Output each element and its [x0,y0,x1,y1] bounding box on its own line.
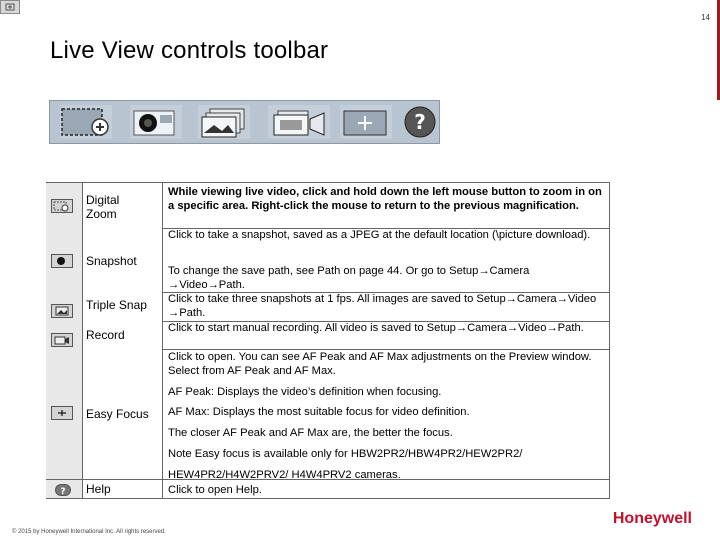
row-label-record: Record [86,328,125,342]
digital-zoom-icon [51,199,73,213]
record-icon [51,333,73,347]
desc-easy-focus-4: The closer AF Peak and AF Max are, the better the focus. [168,427,453,439]
back-icon[interactable] [0,0,20,14]
desc-easy-focus-3: AF Max: Displays the most suitable focus for video definition. [168,406,470,418]
svg-text:?: ? [60,487,66,495]
page-title: Live View controls toolbar [50,37,329,64]
desc-snapshot-1: Click to take a snapshot, saved as a JPEG at the default location (\picture download). [168,229,591,241]
triple-snap-icon [51,304,73,318]
page-number: 14 [701,13,710,22]
desc-snapshot-2: To change the save path, see Path on page 44. Or go to Setup→Camera →Video→Path. [168,265,530,291]
desc-triple-snap: Click to take three snapshots at 1 fps. All images are saved to Setup→Camera→Video →Path. [168,293,597,319]
desc-easy-focus-6: HEW4PR2/H4W2PRV2/ H4W4PRV2 cameras. [168,469,401,481]
copyright-text: © 2015 by Honeywell International Inc. All rights reserved. [12,529,166,535]
digital-zoom-icon[interactable] [60,105,112,139]
desc-easy-focus-5: Note Easy focus is available only for HBW2PR2/HBW4PR2/HEW2PR2/ [168,448,523,460]
record-icon[interactable] [268,105,330,139]
row-label-snapshot: Snapshot [86,254,137,268]
row-label-triple-snap: Triple Snap [86,298,147,312]
row-label-easy-focus: Easy Focus [86,407,149,421]
row-label-digital-zoom: Digital Zoom [86,193,120,221]
easy-focus-icon [51,406,73,420]
desc-digital-zoom: While viewing live video, click and hold down the left mouse button to zoom in on a specific area. Right-click the mouse to return to the previous magnification. [168,186,602,212]
easy-focus-icon[interactable] [340,105,392,139]
snapshot-icon [51,254,73,268]
help-icon[interactable] [402,105,438,139]
live-view-toolbar [49,100,440,144]
triple-snap-icon[interactable] [198,105,250,139]
desc-record: Click to start manual recording. All video is saved to Setup→Camera→Video→Path. [168,322,584,334]
desc-easy-focus-1: Click to open. You can see AF Peak and AF Max adjustments on the Preview window. Select from AF Peak and AF Max. [168,351,592,377]
desc-help: Click to open Help. [168,484,262,496]
brand-logo: Honeywell [612,510,692,527]
help-icon [55,484,71,496]
desc-easy-focus-2: AF Peak: Displays the video’s definition when focusing. [168,386,442,398]
svg-text:?: ? [414,110,426,134]
row-label-help: Help [86,482,111,496]
snapshot-icon[interactable] [130,105,182,139]
